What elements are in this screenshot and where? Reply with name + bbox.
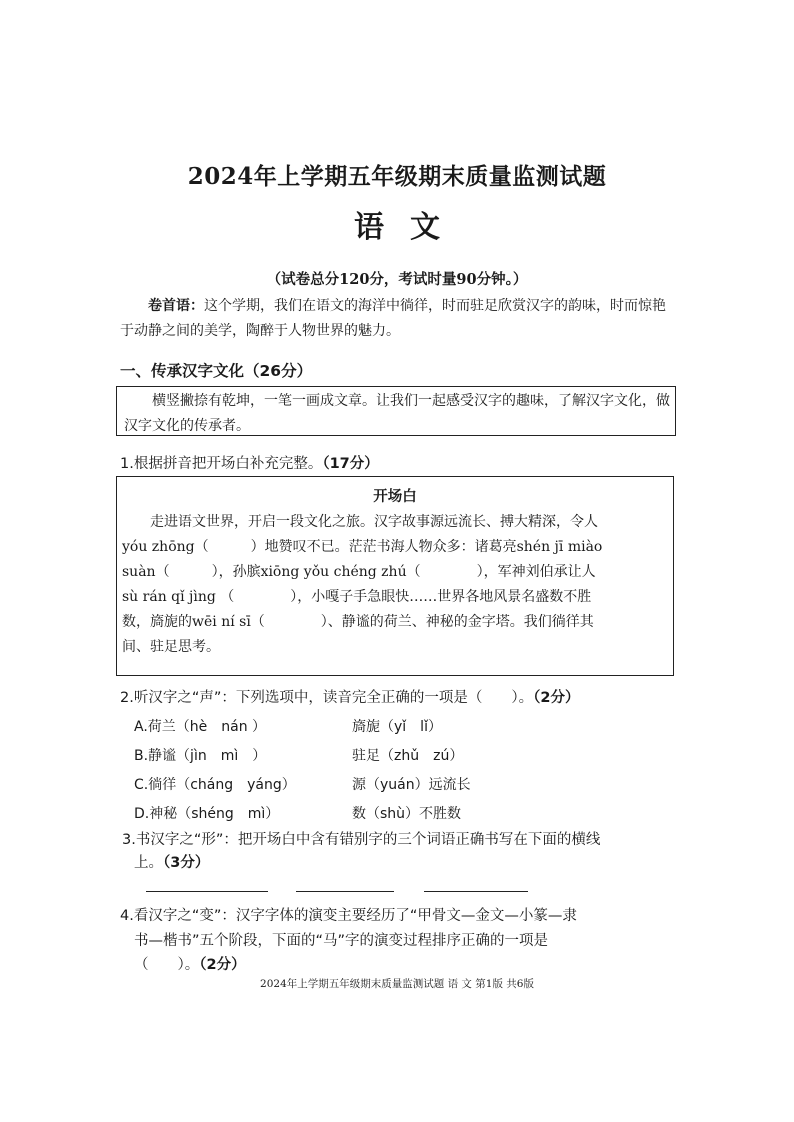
question-1-text: 1.根据拼音把开场白补充完整。 [120,456,323,472]
question-4-text: （ ）。 [134,957,200,973]
page-footer: 2024年上学期五年级期末质量监测试题 语 文 第1版 共6版 [260,978,534,990]
passage-line: sù rán qǐ jìng （ ），小嘎子手急眼快……世界各地风景名盛数不胜 [122,589,592,605]
passage-line: suàn（ ），孙膑xiōng yǒu chéng zhú（ ），军神刘伯承让人 [122,564,596,580]
question-2 [120,686,579,707]
section-heading: 一、传承汉字文化（26分） [120,362,313,380]
option-d-pair: 数（shù）不胜数 [352,806,462,822]
passage-line: 走进语文世界，开启一段文化之旅。汉字故事源远流长、搏大精深，令人 [122,514,598,530]
question-1-points: （17分） [322,456,379,472]
subject-title: 语文 [354,210,466,245]
question-1 [120,452,379,473]
passage-title: 开场白 [373,489,417,505]
question-3-points: （3分） [163,855,210,871]
option-d[interactable]: D.神秘（shéng mì） [134,806,280,822]
exam-info: （试卷总分120分，考试时量90分钟。） [266,271,528,288]
question-2-text: 2.听汉字之“声”：下列选项中，读音完全正确的一项是（ ）。 [120,690,534,706]
preface-label: 卷首语： [148,298,204,314]
answer-blank-1[interactable] [146,891,268,892]
question-4-points: （2分） [199,957,246,973]
option-a-pair: 旖旎（yǐ lǐ） [352,719,442,735]
answer-blank-2[interactable] [296,891,394,892]
question-2-points: （2分） [533,690,580,706]
question-3-line-1: 3.书汉字之“形”：把开场白中含有错别字的三个词语正确书写在下面的横线 [122,832,601,848]
answer-blank-3[interactable] [424,891,528,892]
option-a[interactable]: A.荷兰（hè nán ） [134,719,267,735]
passage-line: 间、驻足思考。 [122,639,220,655]
question-4-line-2: 书—楷书”五个阶段，下面的“马”字的演变过程排序正确的一项是 [134,933,549,949]
option-b-pair: 驻足（zhǔ zú） [352,748,464,764]
preface-text: 这个学期，我们在语文的海洋中徜徉，时而驻足欣赏汉字的韵味，时而惊艳于动静之间的美学，陶醉于人物世界的魅力。 [120,298,666,339]
option-c[interactable]: C.徜徉（cháng yáng） [134,777,296,793]
preface [120,294,676,344]
question-3-line-2 [134,851,209,872]
section-intro-text: 横竖撇捺有乾坤，一笔一画成文章。让我们一起感受汉字的趣味，了解汉字文化，做汉字文化的传承者。 [124,393,670,434]
question-4-line-1: 4.看汉字之“变”：汉字字体的演变主要经历了“甲骨文—金文—小篆—隶 [120,908,577,924]
question-4-line-3 [134,953,246,974]
option-c-pair: 源（yuán）远流长 [352,777,471,793]
passage-line: 数，旖旎的wēi ní sī（ ）、静谧的荷兰、神秘的金字塔。我们徜徉其 [122,614,594,630]
exam-title: 2024年上学期五年级期末质量监测试题 [187,163,607,190]
question-3-text: 上。 [134,855,163,871]
option-b[interactable]: B.静谧（jìn mì ） [134,748,267,764]
passage-line: yóu zhōng（ ）地赞叹不已。茫茫书海人物众多：诸葛亮shén jī miào [122,539,603,555]
